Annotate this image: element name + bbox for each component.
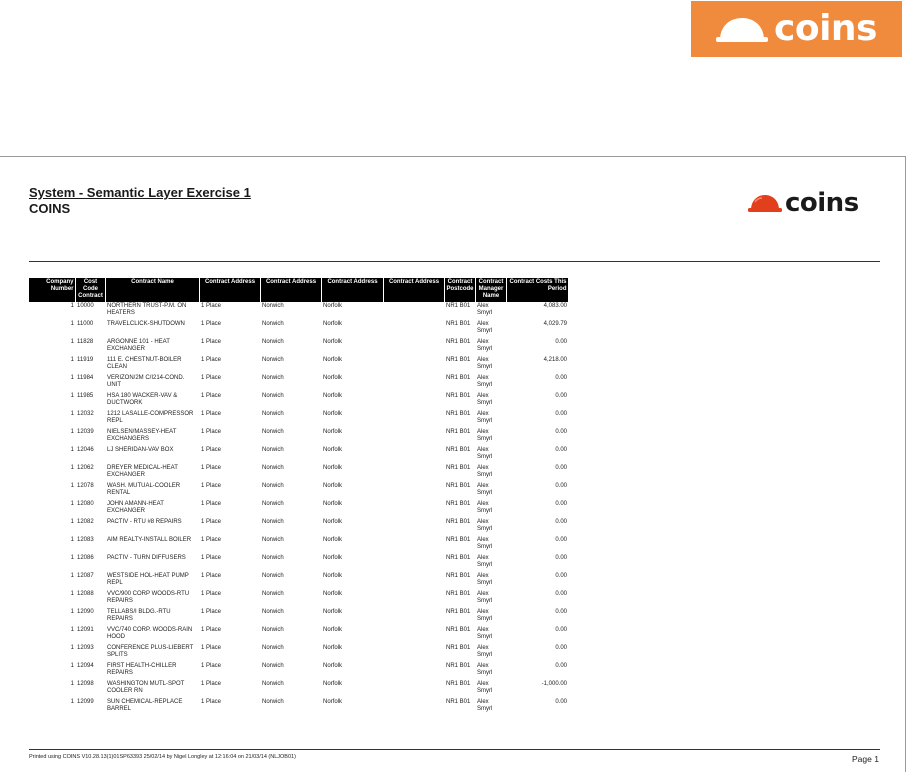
table-body [29, 302, 568, 716]
postcode-cell: NR1 B01 [446, 483, 471, 489]
address-line-4-cell [383, 536, 444, 554]
cost-cell: 4,029.79 [543, 321, 567, 327]
address-line-3-cell: Norfolk [323, 645, 343, 651]
contract-name-cell: VVC/740 CORP. WOODS-RAIN HOOD [107, 627, 193, 640]
address-line-4-cell [383, 374, 444, 392]
contract-name-cell: VERIZON/2M C/I214-COND. UNIT [107, 375, 185, 388]
address-line-2-cell: Norwich [262, 699, 284, 705]
table-row [29, 608, 568, 626]
address-line-3-cell: Norfolk [323, 627, 343, 633]
address-line-1-cell: 1 Place [201, 627, 222, 633]
address-line-3-cell: Norfolk [323, 357, 343, 363]
cost-code-cell: 12091 [77, 627, 94, 633]
cost-cell: -1,000.00 [541, 681, 567, 687]
table-row [29, 392, 568, 410]
cost-cell: 0.00 [555, 429, 567, 435]
company-number-cell: 1 [70, 447, 74, 453]
postcode-cell: NR1 B01 [446, 411, 471, 417]
contract-name-cell: PACTIV - TURN DIFFUSERS [107, 555, 186, 561]
table-row [29, 320, 568, 338]
table-row [29, 410, 568, 428]
address-line-4-cell [383, 590, 444, 608]
company-number-cell: 1 [70, 339, 74, 345]
address-line-3-cell: Norfolk [323, 501, 343, 507]
address-line-4-cell [383, 698, 444, 716]
contract-name-cell: HSA 180 WACKER-VAV & DUCTWORK [107, 393, 178, 406]
address-line-4-cell [383, 680, 444, 698]
postcode-cell: NR1 B01 [446, 627, 471, 633]
address-line-1-cell: 1 Place [201, 357, 222, 363]
table-row [29, 374, 568, 392]
address-line-2-cell: Norwich [262, 483, 284, 489]
table-row [29, 590, 568, 608]
report-logo [748, 190, 859, 216]
table-row [29, 482, 568, 500]
cost-cell: 0.00 [555, 555, 567, 561]
address-line-4-cell [383, 428, 444, 446]
cost-code-cell: 12039 [77, 429, 94, 435]
manager-cell: Alex Smyrl [477, 645, 493, 658]
address-line-3-cell: Norfolk [323, 591, 343, 597]
company-number-cell: 1 [70, 501, 74, 507]
column-header: Contract Address [260, 278, 321, 302]
manager-cell: Alex Smyrl [477, 663, 493, 676]
cost-code-cell: 11985 [77, 393, 94, 399]
cost-cell: 0.00 [555, 411, 567, 417]
contract-name-cell: AIM REALTY-INSTALL BOILER [107, 537, 192, 543]
cost-cell: 0.00 [555, 537, 567, 543]
address-line-3-cell: Norfolk [323, 483, 343, 489]
company-number-cell: 1 [70, 519, 74, 525]
cost-code-cell: 12062 [77, 465, 94, 471]
column-header: Contract Address [383, 278, 444, 302]
column-header: Cost Code Contract [75, 278, 105, 302]
table-row [29, 500, 568, 518]
table-row [29, 356, 568, 374]
company-number-cell: 1 [70, 357, 74, 363]
address-line-4-cell [383, 644, 444, 662]
cost-cell: 0.00 [555, 573, 567, 579]
address-line-4-cell [383, 392, 444, 410]
address-line-3-cell: Norfolk [323, 303, 343, 309]
cost-code-cell: 12083 [77, 537, 94, 543]
address-line-1-cell: 1 Place [201, 555, 222, 561]
contract-name-cell: FIRST HEALTH-CHILLER REPAIRS [107, 663, 177, 676]
contract-name-cell: ARGONNE 101 - HEAT EXCHANGER [107, 339, 170, 352]
address-line-2-cell: Norwich [262, 393, 284, 399]
cost-code-cell: 10000 [77, 303, 94, 309]
address-line-1-cell: 1 Place [201, 321, 222, 327]
address-line-3-cell: Norfolk [323, 321, 343, 327]
address-line-2-cell: Norwich [262, 609, 284, 615]
cost-code-cell: 12078 [77, 483, 94, 489]
address-line-1-cell: 1 Place [201, 645, 222, 651]
contracts-table [29, 278, 569, 716]
company-number-cell: 1 [70, 321, 74, 327]
contract-name-cell: 111 E. CHESTNUT-BOILER CLEAN [107, 357, 182, 370]
address-line-1-cell: 1 Place [201, 411, 222, 417]
column-header: Contract Address [321, 278, 383, 302]
cost-cell: 0.00 [555, 465, 567, 471]
manager-cell: Alex Smyrl [477, 375, 493, 388]
address-line-3-cell: Norfolk [323, 681, 343, 687]
contract-name-cell: JOHN AMANN-HEAT EXCHANGER [107, 501, 164, 514]
header-divider [29, 261, 880, 262]
company-number-cell: 1 [70, 681, 74, 687]
contract-name-cell: PACTIV - RTU #8 REPAIRS [107, 519, 182, 525]
address-line-4-cell [383, 482, 444, 500]
cost-code-cell: 11000 [77, 321, 94, 327]
address-line-2-cell: Norwich [262, 519, 284, 525]
company-number-cell: 1 [70, 645, 74, 651]
address-line-3-cell: Norfolk [323, 609, 343, 615]
contract-name-cell: 1212 LASALLE-COMPRESSOR REPL [107, 411, 194, 424]
postcode-cell: NR1 B01 [446, 645, 471, 651]
address-line-1-cell: 1 Place [201, 447, 222, 453]
contract-name-cell: VVC/900 CORP WOODS-RTU REPAIRS [107, 591, 190, 604]
address-line-2-cell: Norwich [262, 681, 284, 687]
cost-cell: 0.00 [555, 609, 567, 615]
cost-cell: 0.00 [555, 591, 567, 597]
contract-name-cell: WASHINGTON MUTL-SPOT COOLER RN [107, 681, 185, 694]
address-line-1-cell: 1 Place [201, 681, 222, 687]
hard-hat-icon [748, 194, 782, 212]
company-number-cell: 1 [70, 303, 74, 309]
table-row [29, 518, 568, 536]
postcode-cell: NR1 B01 [446, 555, 471, 561]
address-line-2-cell: Norwich [262, 339, 284, 345]
address-line-1-cell: 1 Place [201, 375, 222, 381]
company-number-cell: 1 [70, 699, 74, 705]
postcode-cell: NR1 B01 [446, 681, 471, 687]
brand-logo [691, 1, 902, 57]
address-line-3-cell: Norfolk [323, 339, 343, 345]
address-line-1-cell: 1 Place [201, 699, 222, 705]
cost-code-cell: 12046 [77, 447, 94, 453]
postcode-cell: NR1 B01 [446, 609, 471, 615]
address-line-1-cell: 1 Place [201, 339, 222, 345]
report-subtitle: COINS [29, 201, 71, 216]
cost-code-cell: 12032 [77, 411, 94, 417]
manager-cell: Alex Smyrl [477, 357, 493, 370]
address-line-4-cell [383, 518, 444, 536]
address-line-3-cell: Norfolk [323, 555, 343, 561]
company-number-cell: 1 [70, 411, 74, 417]
print-info: Printed using COINS V10.28.13(1)01SP63393 25/02/14 by Nigel Longley at 12:16:04 on 21/03/14 (NLJOB01) [29, 754, 296, 760]
address-line-2-cell: Norwich [262, 555, 284, 561]
table-row [29, 680, 568, 698]
address-line-3-cell: Norfolk [323, 393, 343, 399]
address-line-3-cell: Norfolk [323, 447, 343, 453]
contract-name-cell: NIELSEN/MASSEY-HEAT EXCHANGERS [107, 429, 177, 442]
cost-code-cell: 12093 [77, 645, 94, 651]
manager-cell: Alex Smyrl [477, 411, 493, 424]
address-line-2-cell: Norwich [262, 411, 284, 417]
address-line-2-cell: Norwich [262, 591, 284, 597]
cost-code-cell: 12094 [77, 663, 94, 669]
company-number-cell: 1 [70, 627, 74, 633]
column-header: Contract Address [199, 278, 260, 302]
postcode-cell: NR1 B01 [446, 573, 471, 579]
table-row [29, 536, 568, 554]
manager-cell: Alex Smyrl [477, 447, 493, 460]
table-row [29, 338, 568, 356]
company-number-cell: 1 [70, 375, 74, 381]
address-line-4-cell [383, 410, 444, 428]
contract-name-cell: NORTHERN TRUST-P.M. ON HEATERS [107, 303, 187, 316]
address-line-1-cell: 1 Place [201, 429, 222, 435]
address-line-3-cell: Norfolk [323, 375, 343, 381]
cost-code-cell: 12090 [77, 609, 94, 615]
address-line-4-cell [383, 320, 444, 338]
cost-cell: 0.00 [555, 393, 567, 399]
address-line-2-cell: Norwich [262, 303, 284, 309]
cost-cell: 4,083.00 [543, 303, 567, 309]
postcode-cell: NR1 B01 [446, 321, 471, 327]
table-row [29, 428, 568, 446]
column-header: Contract Costs This Period [506, 278, 568, 302]
company-number-cell: 1 [70, 537, 74, 543]
postcode-cell: NR1 B01 [446, 303, 471, 309]
address-line-3-cell: Norfolk [323, 663, 343, 669]
postcode-cell: NR1 B01 [446, 591, 471, 597]
cost-code-cell: 12099 [77, 699, 94, 705]
manager-cell: Alex Smyrl [477, 303, 493, 316]
address-line-2-cell: Norwich [262, 501, 284, 507]
manager-cell: Alex Smyrl [477, 591, 493, 604]
postcode-cell: NR1 B01 [446, 339, 471, 345]
manager-cell: Alex Smyrl [477, 555, 493, 568]
address-line-1-cell: 1 Place [201, 303, 222, 309]
cost-cell: 0.00 [555, 339, 567, 345]
address-line-4-cell [383, 356, 444, 374]
contract-name-cell: DREYER MEDICAL-HEAT EXCHANGER [107, 465, 178, 478]
manager-cell: Alex Smyrl [477, 519, 493, 532]
manager-cell: Alex Smyrl [477, 465, 493, 478]
cost-cell: 0.00 [555, 483, 567, 489]
company-number-cell: 1 [70, 465, 74, 471]
address-line-3-cell: Norfolk [323, 465, 343, 471]
address-line-2-cell: Norwich [262, 357, 284, 363]
table-row [29, 572, 568, 590]
postcode-cell: NR1 B01 [446, 699, 471, 705]
report-logo-text: coins [785, 188, 859, 218]
table-row [29, 554, 568, 572]
address-line-4-cell [383, 302, 444, 320]
cost-code-cell: 12098 [77, 681, 94, 687]
address-line-2-cell: Norwich [262, 429, 284, 435]
manager-cell: Alex Smyrl [477, 609, 493, 622]
address-line-4-cell [383, 662, 444, 680]
cost-code-cell: 12082 [77, 519, 94, 525]
report-title: System - Semantic Layer Exercise 1 [29, 185, 251, 200]
contract-name-cell: TRAVELCLICK-SHUTDOWN [107, 321, 185, 327]
address-line-2-cell: Norwich [262, 537, 284, 543]
manager-cell: Alex Smyrl [477, 393, 493, 406]
address-line-1-cell: 1 Place [201, 663, 222, 669]
hard-hat-icon [716, 16, 768, 42]
address-line-4-cell [383, 464, 444, 482]
cost-code-cell: 12087 [77, 573, 94, 579]
postcode-cell: NR1 B01 [446, 393, 471, 399]
address-line-4-cell [383, 500, 444, 518]
cost-cell: 0.00 [555, 375, 567, 381]
address-line-1-cell: 1 Place [201, 609, 222, 615]
address-line-3-cell: Norfolk [323, 573, 343, 579]
address-line-1-cell: 1 Place [201, 537, 222, 543]
address-line-3-cell: Norfolk [323, 537, 343, 543]
address-line-1-cell: 1 Place [201, 465, 222, 471]
address-line-1-cell: 1 Place [201, 501, 222, 507]
cost-code-cell: 12088 [77, 591, 94, 597]
manager-cell: Alex Smyrl [477, 627, 493, 640]
address-line-4-cell [383, 446, 444, 464]
address-line-3-cell: Norfolk [323, 411, 343, 417]
address-line-1-cell: 1 Place [201, 591, 222, 597]
manager-cell: Alex Smyrl [477, 573, 493, 586]
address-line-2-cell: Norwich [262, 663, 284, 669]
address-line-1-cell: 1 Place [201, 483, 222, 489]
postcode-cell: NR1 B01 [446, 465, 471, 471]
cost-cell: 0.00 [555, 501, 567, 507]
postcode-cell: NR1 B01 [446, 501, 471, 507]
company-number-cell: 1 [70, 555, 74, 561]
cost-cell: 0.00 [555, 447, 567, 453]
footer-divider [29, 749, 880, 750]
address-line-4-cell [383, 554, 444, 572]
contract-name-cell: LJ SHERIDAN-VAV BOX [107, 447, 174, 453]
column-header: Contract Postcode [444, 278, 475, 302]
postcode-cell: NR1 B01 [446, 663, 471, 669]
table-row [29, 644, 568, 662]
postcode-cell: NR1 B01 [446, 429, 471, 435]
address-line-4-cell [383, 338, 444, 356]
table-row [29, 446, 568, 464]
brand-logo-text: coins [774, 8, 877, 49]
column-header: Contract Manager Name [475, 278, 506, 302]
table-row [29, 464, 568, 482]
address-line-1-cell: 1 Place [201, 573, 222, 579]
company-number-cell: 1 [70, 663, 74, 669]
cost-cell: 0.00 [555, 519, 567, 525]
postcode-cell: NR1 B01 [446, 537, 471, 543]
address-line-4-cell [383, 572, 444, 590]
contract-name-cell: CONFERENCE PLUS-LIEBERT SPLITS [107, 645, 194, 658]
column-header: Company Number [29, 278, 75, 302]
table-row [29, 662, 568, 680]
address-line-4-cell [383, 626, 444, 644]
address-line-1-cell: 1 Place [201, 393, 222, 399]
cost-cell: 0.00 [555, 699, 567, 705]
contract-name-cell: TELLABS/I BLDG.-RTU REPAIRS [107, 609, 171, 622]
address-line-2-cell: Norwich [262, 447, 284, 453]
cost-cell: 0.00 [555, 627, 567, 633]
address-line-2-cell: Norwich [262, 627, 284, 633]
company-number-cell: 1 [70, 483, 74, 489]
table-row [29, 698, 568, 716]
contract-name-cell: SUN CHEMICAL-REPLACE BARREL [107, 699, 183, 712]
manager-cell: Alex Smyrl [477, 681, 493, 694]
address-line-3-cell: Norfolk [323, 429, 343, 435]
cost-code-cell: 11828 [77, 339, 94, 345]
manager-cell: Alex Smyrl [477, 339, 493, 352]
cost-code-cell: 11984 [77, 375, 94, 381]
cost-cell: 0.00 [555, 645, 567, 651]
company-number-cell: 1 [70, 429, 74, 435]
company-number-cell: 1 [70, 573, 74, 579]
address-line-3-cell: Norfolk [323, 699, 343, 705]
postcode-cell: NR1 B01 [446, 519, 471, 525]
postcode-cell: NR1 B01 [446, 357, 471, 363]
page-number: Page 1 [852, 754, 879, 764]
table-row [29, 626, 568, 644]
cost-code-cell: 11919 [77, 357, 94, 363]
company-number-cell: 1 [70, 609, 74, 615]
manager-cell: Alex Smyrl [477, 501, 493, 514]
address-line-2-cell: Norwich [262, 465, 284, 471]
company-number-cell: 1 [70, 591, 74, 597]
postcode-cell: NR1 B01 [446, 375, 471, 381]
address-line-2-cell: Norwich [262, 375, 284, 381]
manager-cell: Alex Smyrl [477, 699, 493, 712]
cost-cell: 4,218.00 [543, 357, 567, 363]
manager-cell: Alex Smyrl [477, 483, 493, 496]
address-line-2-cell: Norwich [262, 573, 284, 579]
address-line-4-cell [383, 608, 444, 626]
contract-name-cell: WESTSIDE HOL-HEAT PUMP REPL [107, 573, 189, 586]
manager-cell: Alex Smyrl [477, 321, 493, 334]
manager-cell: Alex Smyrl [477, 537, 493, 550]
company-number-cell: 1 [70, 393, 74, 399]
cost-cell: 0.00 [555, 663, 567, 669]
cost-code-cell: 12086 [77, 555, 94, 561]
postcode-cell: NR1 B01 [446, 447, 471, 453]
address-line-2-cell: Norwich [262, 645, 284, 651]
table-header-row [29, 278, 568, 302]
address-line-1-cell: 1 Place [201, 519, 222, 525]
contract-name-cell: WASH. MUTUAL-COOLER RENTAL [107, 483, 181, 496]
cost-code-cell: 12080 [77, 501, 94, 507]
address-line-3-cell: Norfolk [323, 519, 343, 525]
manager-cell: Alex Smyrl [477, 429, 493, 442]
report-page [0, 156, 906, 772]
column-header: Contract Name [105, 278, 199, 302]
table-row [29, 302, 568, 320]
address-line-2-cell: Norwich [262, 321, 284, 327]
